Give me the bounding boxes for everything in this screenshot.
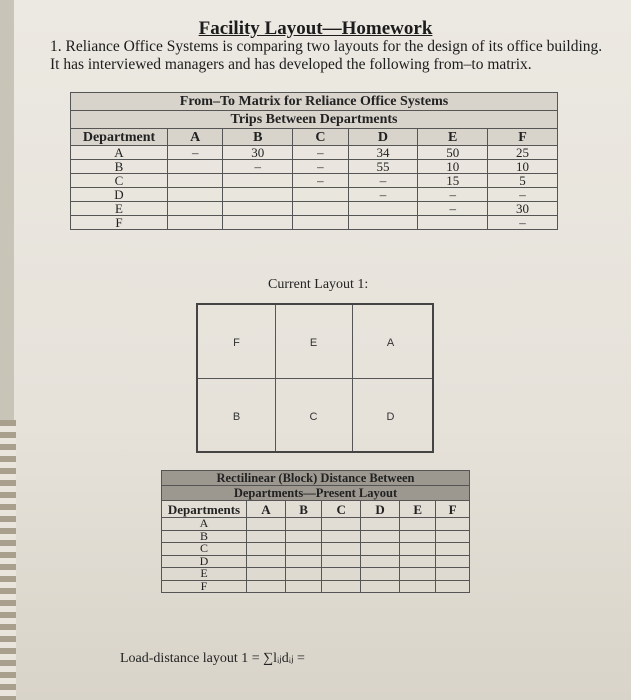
distance-caption: Rectilinear (Block) Distance Between	[162, 471, 470, 486]
matrix-cell	[223, 202, 293, 216]
matrix-cell: 30	[488, 202, 558, 216]
header-cell: C	[322, 501, 361, 518]
table-row	[71, 160, 558, 174]
distance-header-row	[162, 501, 470, 518]
layout-cell: A	[386, 337, 395, 349]
row-label: B	[71, 160, 168, 174]
layout-cell: C	[309, 411, 318, 423]
table-row	[71, 174, 558, 188]
matrix-cell	[223, 174, 293, 188]
layout-cell: D	[386, 411, 395, 423]
matrix-cell: –	[348, 174, 418, 188]
header-cell: Departments	[162, 501, 247, 518]
matrix-cell	[348, 202, 418, 216]
table-row	[71, 216, 558, 230]
row-label: F	[162, 580, 247, 593]
matrix-cell: –	[168, 146, 223, 160]
header-cell: A	[168, 129, 223, 146]
matrix-cell: –	[348, 188, 418, 202]
current-layout-label: Current Layout 1:	[268, 277, 369, 292]
matrix-cell: –	[488, 216, 558, 230]
matrix-cell	[418, 216, 488, 230]
matrix-cell	[168, 160, 223, 174]
matrix-cell	[293, 188, 348, 202]
header-cell: B	[285, 501, 321, 518]
layout-cell: F	[233, 337, 240, 349]
matrix-cell	[223, 188, 293, 202]
table-row	[162, 568, 470, 581]
matrix-cell	[223, 216, 293, 230]
layout-cell: B	[232, 411, 241, 423]
matrix-cell	[348, 216, 418, 230]
current-layout-grid	[196, 303, 434, 453]
matrix-cell	[168, 202, 223, 216]
matrix-cell: –	[293, 160, 348, 174]
load-distance-formula: Load-distance layout 1 = ∑lᵢⱼdᵢⱼ =	[120, 651, 305, 666]
row-label: F	[71, 216, 168, 230]
matrix-cell: 55	[348, 160, 418, 174]
matrix-cell: 10	[418, 160, 488, 174]
row-label: E	[162, 568, 247, 581]
matrix-cell: 25	[488, 146, 558, 160]
page-title: Facility Layout—Homework	[198, 18, 433, 39]
row-label: C	[71, 174, 168, 188]
matrix-cell	[168, 216, 223, 230]
header-cell: F	[488, 129, 558, 146]
header-cell: C	[293, 129, 348, 146]
from-to-header-row	[71, 129, 558, 146]
table-row	[71, 188, 558, 202]
matrix-cell	[293, 216, 348, 230]
header-cell: D	[348, 129, 418, 146]
matrix-cell: –	[223, 160, 293, 174]
matrix-cell	[168, 188, 223, 202]
row-label: D	[71, 188, 168, 202]
matrix-cell: 34	[348, 146, 418, 160]
from-to-subcaption: Trips Between Departments	[71, 111, 558, 129]
matrix-cell: 5	[488, 174, 558, 188]
header-cell: Department	[71, 129, 168, 146]
distance-table	[161, 470, 470, 593]
header-cell: D	[361, 501, 400, 518]
layout-cell: E	[309, 337, 318, 349]
table-row	[162, 555, 470, 568]
question-line-2: It has interviewed managers and has developed the following from–to matrix.	[50, 56, 532, 73]
row-label: A	[71, 146, 168, 160]
matrix-cell: –	[293, 146, 348, 160]
table-row	[71, 146, 558, 160]
row-label: A	[162, 518, 247, 531]
from-to-matrix-table	[70, 92, 558, 230]
matrix-cell	[168, 174, 223, 188]
spiral-binding	[0, 420, 16, 700]
row-label: D	[162, 555, 247, 568]
row-label: C	[162, 543, 247, 556]
matrix-cell: –	[418, 188, 488, 202]
matrix-cell: –	[488, 188, 558, 202]
matrix-cell: 50	[418, 146, 488, 160]
header-cell: B	[223, 129, 293, 146]
row-label: E	[71, 202, 168, 216]
matrix-cell: 10	[488, 160, 558, 174]
header-cell: E	[418, 129, 488, 146]
from-to-caption: From–To Matrix for Reliance Office Systems	[71, 93, 558, 111]
matrix-cell	[293, 202, 348, 216]
matrix-cell: 15	[418, 174, 488, 188]
header-cell: F	[436, 501, 470, 518]
header-cell: E	[400, 501, 436, 518]
distance-subcaption: Departments—Present Layout	[162, 486, 470, 501]
row-label: B	[162, 530, 247, 543]
header-cell: A	[247, 501, 286, 518]
table-row	[162, 580, 470, 593]
matrix-cell: 30	[223, 146, 293, 160]
matrix-cell: –	[418, 202, 488, 216]
table-row	[71, 202, 558, 216]
question-line-1: 1. Reliance Office Systems is comparing two layouts for the design of its office building.	[50, 38, 603, 55]
matrix-cell: –	[293, 174, 348, 188]
